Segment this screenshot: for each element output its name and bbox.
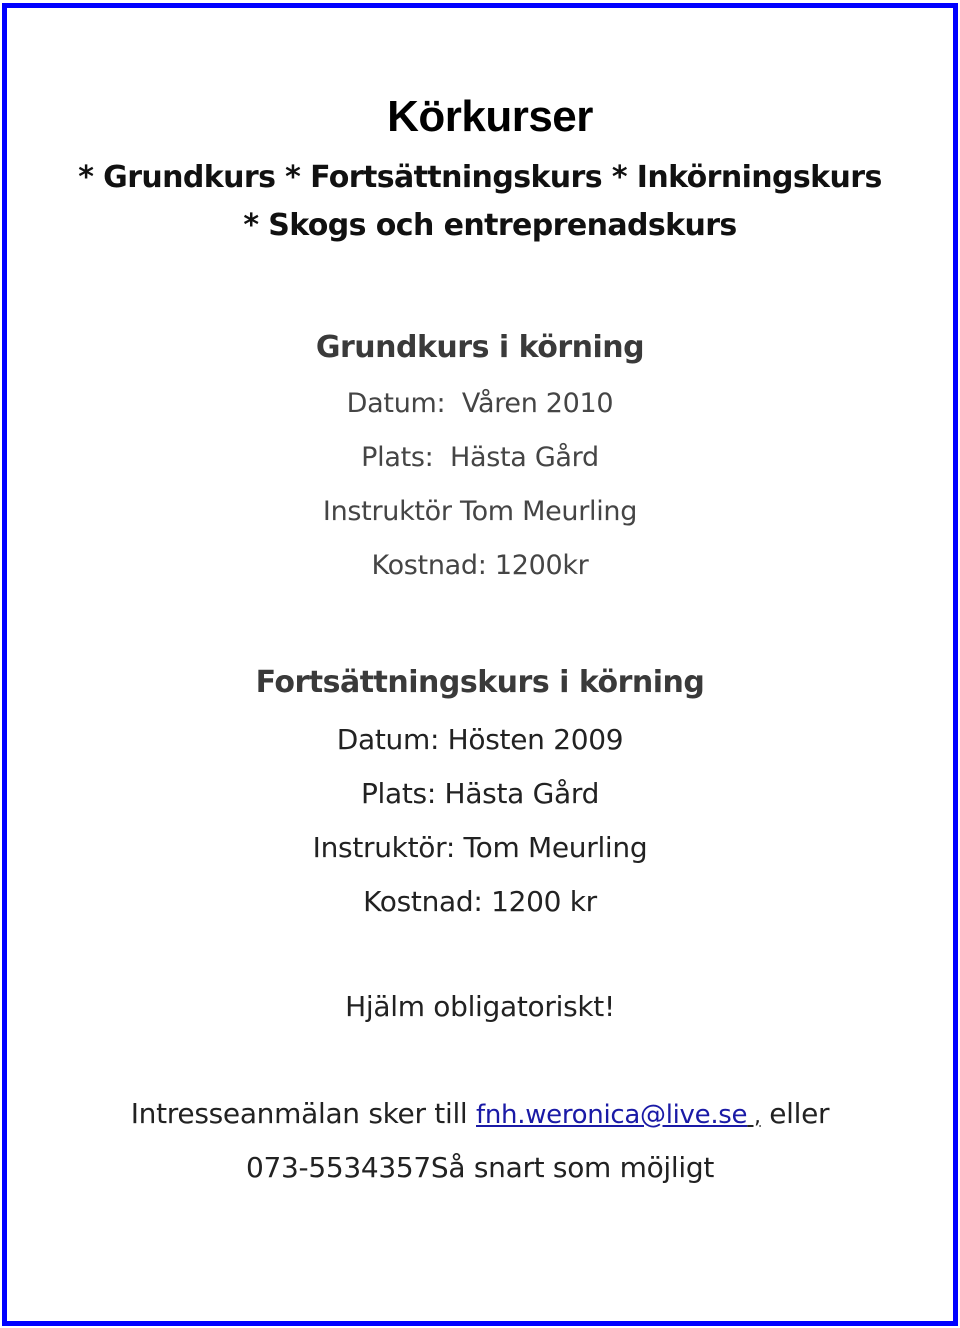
email-trailing: , bbox=[747, 1104, 761, 1129]
course-cost-grundkurs: Kostnad: 1200kr bbox=[371, 550, 589, 581]
course-heading-fortsattning: Fortsättningskurs i körning bbox=[255, 665, 705, 700]
course-date-fortsattning: Datum: Hösten 2009 bbox=[336, 723, 624, 756]
course-list-line-1: * Grundkurs * Fortsättningskurs * Inkörningskurs bbox=[78, 160, 882, 195]
course-instructor-fortsattning: Instruktör: Tom Meurling bbox=[312, 831, 648, 864]
page-title: Körkurser bbox=[387, 92, 593, 141]
contact-line-1 bbox=[0, 1097, 960, 1130]
course-heading-grundkurs: Grundkurs i körning bbox=[315, 330, 645, 365]
course-list-line-2: * Skogs och entreprenadskurs bbox=[243, 208, 737, 243]
helmet-required-note: Hjälm obligatoriskt! bbox=[345, 990, 615, 1023]
email-link[interactable]: fnh.weronica@live.se bbox=[476, 1100, 748, 1130]
course-place-fortsattning: Plats: Hästa Gård bbox=[360, 777, 600, 810]
contact-line-2: 073-5534357Så snart som möjligt bbox=[245, 1151, 715, 1184]
contact-suffix: eller bbox=[760, 1097, 830, 1130]
course-date-grundkurs: Datum: Våren 2010 bbox=[346, 388, 614, 419]
course-cost-fortsattning: Kostnad: 1200 kr bbox=[363, 885, 597, 918]
course-place-grundkurs: Plats: Hästa Gård bbox=[361, 442, 599, 473]
course-instructor-grundkurs: Instruktör Tom Meurling bbox=[322, 496, 638, 527]
contact-prefix: Intresseanmälan sker till bbox=[130, 1097, 477, 1130]
